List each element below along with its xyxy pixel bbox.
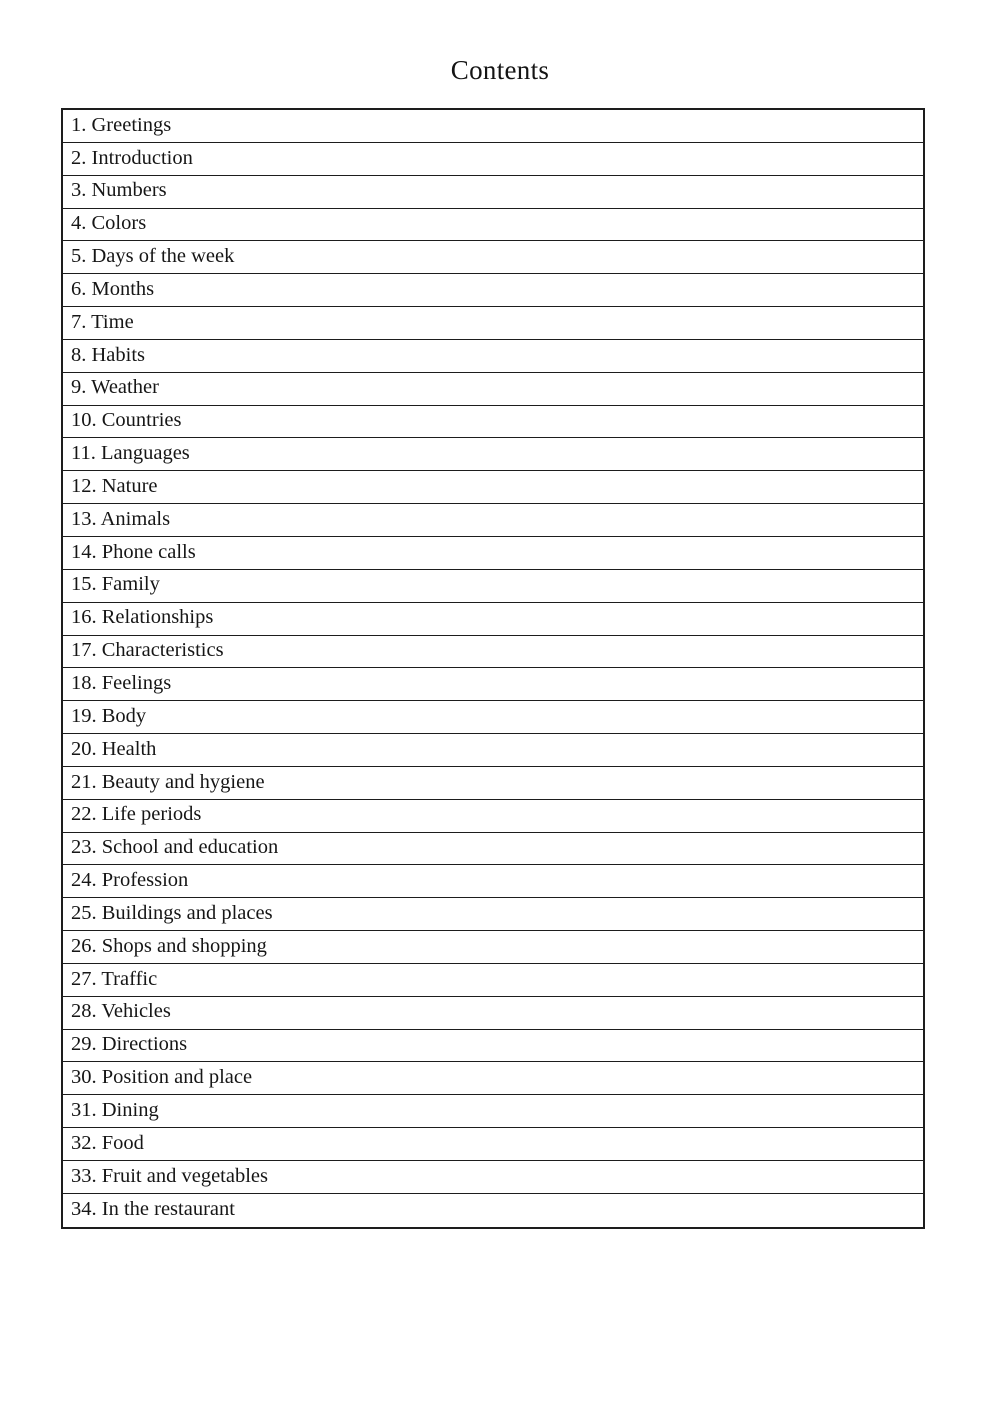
- contents-item-label: 21. Beauty and hygiene: [71, 770, 265, 793]
- contents-row: [63, 964, 923, 997]
- contents-row: [63, 833, 923, 866]
- page-title: Contents: [450, 55, 550, 85]
- contents-item-label: 17. Characteristics: [71, 639, 224, 662]
- contents-item-label: 2. Introduction: [71, 146, 193, 169]
- contents-row: [63, 800, 923, 833]
- contents-item-label: 4. Colors: [71, 212, 147, 235]
- contents-row: [63, 931, 923, 964]
- contents-item-label: 32. Food: [71, 1131, 144, 1154]
- contents-item-label: 11. Languages: [71, 442, 190, 465]
- contents-item-label: 5. Days of the week: [71, 245, 235, 268]
- contents-item-label: 9. Weather: [71, 376, 159, 399]
- contents-item-label: 20. Health: [71, 737, 157, 760]
- contents-row: [63, 1095, 923, 1128]
- contents-item-label: 6. Months: [71, 277, 155, 300]
- contents-row: [63, 734, 923, 767]
- contents-row: [63, 537, 923, 570]
- contents-item-label: 34. In the restaurant: [71, 1198, 235, 1221]
- contents-item-label: 31. Dining: [71, 1098, 159, 1121]
- contents-item-label: 28. Vehicles: [71, 1000, 171, 1023]
- contents-item-label: 8. Habits: [71, 343, 146, 366]
- contents-row: [63, 1030, 923, 1063]
- contents-row: [63, 668, 923, 701]
- contents-item-label: 22. Life periods: [71, 803, 202, 826]
- contents-row: [63, 340, 923, 373]
- contents-item-label: 24. Profession: [71, 869, 189, 892]
- contents-row: [63, 701, 923, 734]
- contents-item-label: 16. Relationships: [71, 606, 214, 629]
- contents-row: [63, 274, 923, 307]
- contents-row: [63, 865, 923, 898]
- contents-table: [61, 108, 925, 1229]
- contents-item-label: 26. Shops and shopping: [71, 934, 267, 957]
- contents-row: [63, 471, 923, 504]
- contents-row: [63, 307, 923, 340]
- contents-row: [63, 438, 923, 471]
- contents-row: [63, 110, 923, 143]
- contents-item-label: 18. Feelings: [71, 672, 172, 695]
- contents-row: [63, 1194, 923, 1227]
- contents-row: [63, 1128, 923, 1161]
- contents-row: [63, 504, 923, 537]
- contents-item-label: 14. Phone calls: [71, 540, 196, 563]
- contents-row: [63, 898, 923, 931]
- contents-item-label: 23. School and education: [71, 836, 279, 859]
- contents-row: [63, 997, 923, 1030]
- contents-item-label: 7. Time: [71, 310, 134, 333]
- contents-row: [63, 603, 923, 636]
- contents-item-label: 30. Position and place: [71, 1066, 253, 1089]
- contents-item-label: 29. Directions: [71, 1033, 188, 1056]
- contents-row: [63, 143, 923, 176]
- contents-item-label: 12. Nature: [71, 474, 158, 497]
- contents-item-label: 1. Greetings: [71, 113, 172, 136]
- contents-item-label: 13. Animals: [71, 507, 171, 530]
- contents-row: [63, 1161, 923, 1194]
- contents-item-label: 33. Fruit and vegetables: [71, 1164, 268, 1187]
- contents-row: [63, 767, 923, 800]
- contents-row: [63, 209, 923, 242]
- contents-item-label: 27. Traffic: [71, 967, 158, 990]
- contents-row: [63, 636, 923, 669]
- contents-item-label: 3. Numbers: [71, 179, 167, 202]
- contents-row: [63, 1062, 923, 1095]
- contents-row: [63, 570, 923, 603]
- contents-item-label: 15. Family: [71, 573, 160, 596]
- contents-row: [63, 241, 923, 274]
- contents-row: [63, 176, 923, 209]
- contents-item-label: 19. Body: [71, 704, 147, 727]
- contents-item-label: 10. Countries: [71, 409, 182, 432]
- contents-row: [63, 373, 923, 406]
- contents-item-label: 25. Buildings and places: [71, 901, 273, 924]
- contents-row: [63, 406, 923, 439]
